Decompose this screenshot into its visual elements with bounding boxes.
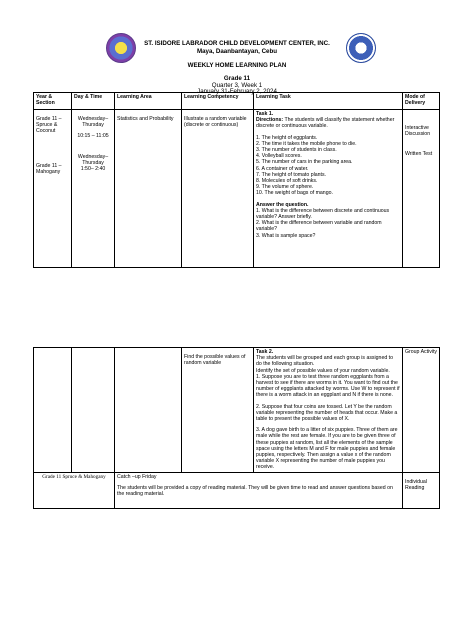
task-1-directions <box>256 117 400 129</box>
learning-plan-table-continued <box>33 347 440 509</box>
situation-3: 3. A dog gave birth to a litter of six puppies. Three of them are male while the rest are female. If you are to be given three of these puppies at random, list all the elements of the sample space using the letters M and F for male puppies and female puppies, respectively. Then assign a value x of the random variable X representing the number of male puppies you receive. <box>256 427 398 471</box>
header-day-time: Day & Time <box>72 93 115 110</box>
date-range: January 31-February 2, 2024 <box>197 88 277 95</box>
header-mode-of-delivery: Mode of Delivery <box>403 93 440 110</box>
time-b: 1:50– 2:40 <box>80 166 106 173</box>
learning-plan-table <box>33 92 440 268</box>
directions-label: Directions: <box>256 117 284 124</box>
learning-area-cell <box>115 110 182 268</box>
task-2-title: Task 2. <box>256 349 274 355</box>
catchup-title: Catch –up Friday <box>117 473 157 480</box>
situation-2: 2. Suppose that four coins are tossed. Let Y be the random variable representing the number of heads that occur. Make a table to present the possible values of X. <box>256 403 398 423</box>
learning-task-cell <box>254 348 403 473</box>
header-learning-task: Learning Task <box>254 93 403 110</box>
grade-label: Grade 11 <box>223 75 251 82</box>
list-item: 7. The height of tomato plants. <box>256 171 326 178</box>
header-learning-area: Learning Area <box>115 93 182 110</box>
situation-1: 1. Suppose you are to test three random eggplants from a harvest to see if there are worms in it. You want to find out the number of eggplants attacked by worms. Use W to represent if there is a worm attack in an eggplant and N if there is none. <box>256 373 400 399</box>
year-section-cell <box>34 110 72 268</box>
catchup-section-cell: Grade 11 Spruce & Mahogany <box>34 472 115 508</box>
question-item: 1. What is the difference between discrete and continuous variable? Answer briefly. <box>256 207 390 221</box>
header-learning-competency: Learning Competency <box>182 93 254 110</box>
competency-cell <box>182 110 254 268</box>
empty-cell <box>115 348 182 473</box>
learning-area: Statistics and Probability <box>117 116 174 122</box>
list-item: 2. The time it takes the mobile phone to die. <box>256 140 357 147</box>
list-item: 9. The volume of sphere. <box>256 184 314 191</box>
empty-cell <box>72 348 115 473</box>
day-time-cell <box>72 110 115 268</box>
answer-question-title: Answer the question. <box>256 201 309 208</box>
table-row <box>34 472 440 508</box>
day-a: Wednesday– Thursday <box>77 116 109 129</box>
time-a: 10:15 – 11:05 <box>77 133 109 140</box>
list-item: 5. The number of cars in the parking area. <box>256 159 353 166</box>
mode-cell <box>403 472 440 508</box>
catchup-description-cell <box>115 472 403 508</box>
table-row <box>34 348 440 473</box>
empty-cell <box>34 348 72 473</box>
mode-cell <box>403 348 440 473</box>
learning-task-cell <box>254 110 403 268</box>
competency-cell <box>182 348 254 473</box>
question-item: 3. What is sample space? <box>256 232 316 239</box>
competency-2: Find the possible values of random variable <box>184 354 246 367</box>
question-item: 2. What is the difference between variable and random variable? <box>256 220 382 233</box>
list-item: 8. Molecules of soft drinks. <box>256 178 318 185</box>
school-address: Maya, Daanbantayan, Cebu <box>196 48 278 55</box>
school-name: ST. ISIDORE LABRADOR CHILD DEVELOPMENT CENTER, INC. <box>144 40 330 47</box>
list-item: 4. Volleyball scores. <box>256 153 302 160</box>
list-item: 6. A container of water. <box>256 165 309 172</box>
quarter-week: Quarter 3, Week 1 <box>211 82 263 89</box>
competency-1: Illustrate a random variable (discrete or continuous) <box>184 116 247 129</box>
list-item: 10. The weight of bags of mango. <box>256 190 333 197</box>
task-2-intro: The students will be grouped and each group is assigned to do the following situation. <box>256 355 393 368</box>
day-b: Wednesday– Thursday <box>77 153 109 166</box>
plan-title: WEEKLY HOME LEARNING PLAN <box>187 62 287 69</box>
header-year-section: Year & Section <box>34 93 72 110</box>
mode-group-activity: Group Activity <box>405 349 438 355</box>
mode-written-test: Written Test <box>405 151 433 158</box>
section-spruce-coconut: Grade 11 – Spruce & Coconut <box>36 116 62 135</box>
mode-interactive-discussion: Interactive Discussion <box>405 125 431 138</box>
task-1-title: Task 1. <box>256 111 274 117</box>
list-item: 1. The height of eggplants. <box>256 134 318 141</box>
mode-individual-reading: Individual Reading <box>405 478 427 491</box>
list-item: 3. The number of students in class. <box>256 147 337 154</box>
table-row <box>34 110 440 268</box>
task-2-instruction: Identify the set of possible values of your random variable. <box>256 367 390 374</box>
directions-text: The students will classify the statement whether discrete or continuous variable. <box>256 117 395 130</box>
catchup-description: The students will be provided a copy of reading material. They will be given time to read and answer questions based on the reading material. <box>117 484 393 498</box>
table-header-row <box>34 93 440 110</box>
section-mahogany: Grade 11 – Mahogany <box>36 162 62 175</box>
mode-cell <box>403 110 440 268</box>
